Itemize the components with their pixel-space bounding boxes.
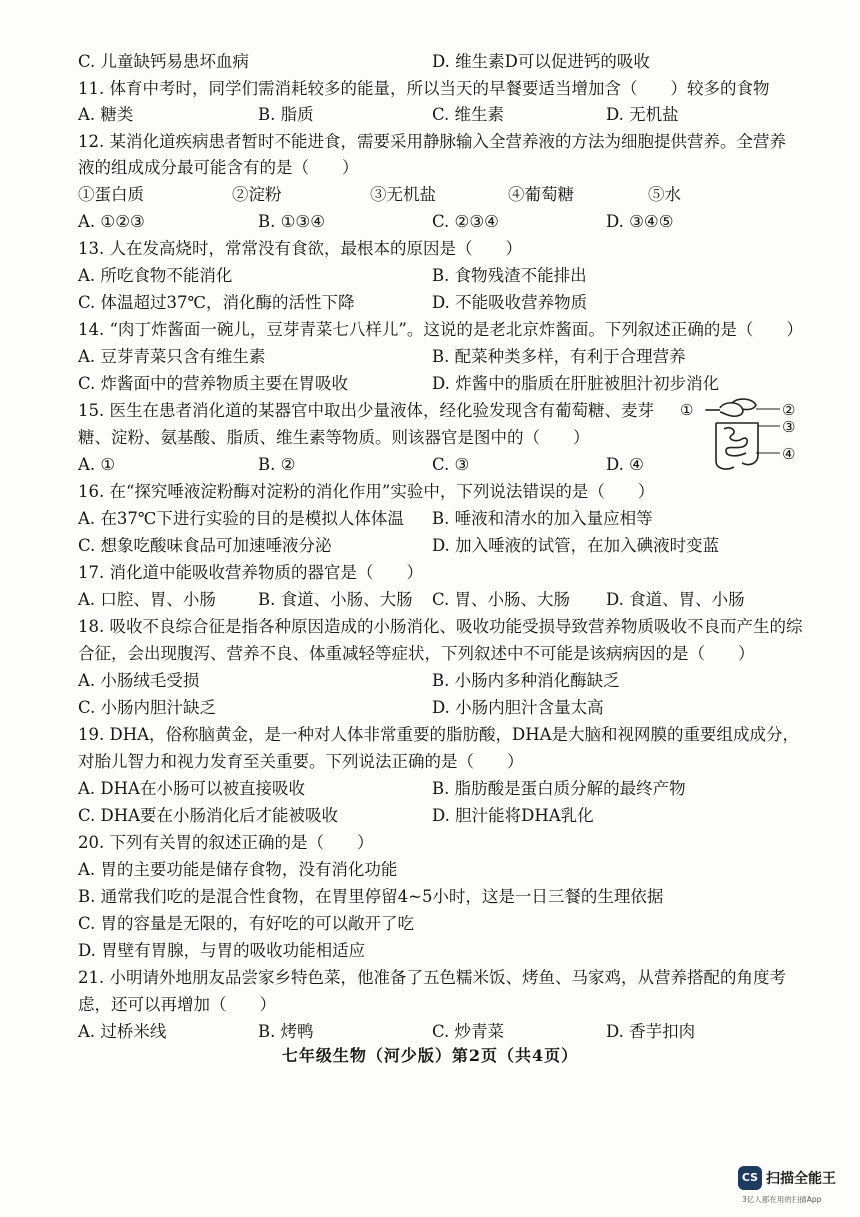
q15-option-d: D. ④ — [606, 455, 644, 474]
q18-option-d: D. 小肠内胆汁含量太高 — [432, 698, 604, 717]
q12-item-5: ⑤水 — [648, 185, 681, 204]
scanner-logo-icon: CS — [738, 1166, 762, 1190]
digestive-tract-diagram — [676, 393, 826, 483]
q18-option-a: A. 小肠绒毛受损 — [78, 671, 200, 690]
q17-option-b: B. 食道、小肠、大肠 — [258, 590, 413, 609]
q19-option-b: B. 脂肪酸是蛋白质分解的最终产物 — [432, 779, 686, 798]
q19-option-c: C. DHA要在小肠消化后才能被吸收 — [78, 806, 339, 825]
scanner-slogan: 3亿人都在用的扫描App — [742, 1195, 822, 1204]
q18-stem-line2: 合征，会出现腹泻、营养不良、体重减轻等症状，下列叙述中不可能是该病病因的是（ ） — [78, 644, 755, 663]
q12-option-c: C. ②③④ — [432, 212, 499, 231]
q12-option-d: D. ③④⑤ — [606, 212, 674, 231]
q17-option-a: A. 口腔、胃、小肠 — [78, 590, 216, 609]
q18-stem-line1: 18. 吸收不良综合征是指各种原因造成的小肠消化、吸收功能受损导致营养物质吸收不良而产生的综 — [78, 617, 803, 636]
q14-option-c: C. 炸酱面中的营养物质主要在胃吸收 — [78, 374, 349, 393]
q15-option-c: C. ③ — [432, 455, 470, 474]
q13-option-c: C. 体温超过37℃，消化酶的活性下降 — [78, 293, 355, 312]
q20-option-b: B. 通常我们吃的是混合性食物，在胃里停留4~5小时，这是一日三餐的生理依据 — [78, 887, 664, 906]
q12-stem-line2: 液的组成成分最可能含有的是（ ） — [78, 158, 359, 177]
scanner-app-name: 扫描全能王 — [766, 1171, 836, 1187]
q13-option-a: A. 所吃食物不能消化 — [78, 266, 233, 285]
q17-option-d: D. 食道、胃、小肠 — [606, 590, 745, 609]
diagram-label-1: ① — [680, 401, 694, 419]
scanner-watermark — [738, 1166, 856, 1214]
q21-option-b: B. 烤鸭 — [258, 1022, 314, 1041]
q21-option-a: A. 过桥米线 — [78, 1022, 167, 1041]
q11-stem: 11. 体育中考时，同学们需消耗较多的能量，所以当天的早餐要适当增加含（ ）较多的食物 — [78, 79, 770, 98]
diagram-label-2: ② — [782, 401, 796, 419]
stomach-shape — [720, 403, 743, 416]
q21-option-c: C. 炒青菜 — [432, 1022, 505, 1041]
large-intestine-shape — [716, 423, 758, 469]
q21-option-d: D. 香芋扣肉 — [606, 1022, 696, 1041]
q10-option-d: D. 维生素D可以促进钙的吸收 — [432, 52, 650, 71]
q13-option-b: B. 食物残渣不能排出 — [432, 266, 587, 285]
q19-option-a: A. DHA在小肠可以被直接吸收 — [78, 779, 305, 798]
q20-stem: 20. 下列有关胃的叙述正确的是（ ） — [78, 833, 374, 852]
q12-item-2: ②淀粉 — [232, 185, 282, 204]
q16-option-b: B. 唾液和清水的加入量应相等 — [432, 509, 653, 528]
q13-stem: 13. 人在发高烧时，常常没有食欲，最根本的原因是（ ） — [78, 239, 522, 258]
q15-option-a: A. ① — [78, 455, 116, 474]
q16-option-d: D. 加入唾液的试管，在加入碘液时变蓝 — [432, 536, 720, 555]
q19-stem-line2: 对胎儿智力和视力发育至关重要。下列说法正确的是（ ） — [78, 752, 524, 771]
small-intestine-shape — [724, 428, 747, 456]
q18-option-c: C. 小肠内胆汁缺乏 — [78, 698, 217, 717]
q17-stem: 17. 消化道中能吸收营养物质的器官是（ ） — [78, 563, 423, 582]
q20-option-c: C. 胃的容量是无限的，有好吃的可以敞开了吃 — [78, 914, 415, 933]
q21-stem-line1: 21. 小明请外地朋友品尝家乡特色菜，他准备了五色糯米饭、烤鱼、马家鸡，从营养搭配的角度考 — [78, 968, 786, 987]
q15-stem-line1: 15. 医生在患者消化道的某器官中取出少量液体，经化验发现含有葡萄糖、麦芽 — [78, 401, 654, 420]
q14-stem: 14. “肉丁炸酱面一碗儿，豆芽青菜七八样儿”。这说的是老北京炸酱面。下列叙述正确的是（ ） — [78, 320, 803, 339]
q16-stem: 16. 在“探究唾液淀粉酶对淀粉的消化作用”实验中，下列说法错误的是（ ） — [78, 482, 655, 501]
q15-stem-line2: 糖、淀粉、氨基酸、脂质、维生素等物质。则该器官是图中的（ ） — [78, 428, 590, 447]
q11-option-b: B. 脂质 — [258, 105, 314, 124]
q19-stem-line1: 19. DHA，俗称脑黄金，是一种对人体非常重要的脂肪酸，DHA是大脑和视网膜的重要组成成分， — [78, 725, 800, 744]
liver-shape — [732, 399, 756, 409]
q19-option-d: D. 胆汁能将DHA乳化 — [432, 806, 594, 825]
q20-option-d: D. 胃壁有胃腺，与胃的吸收功能相适应 — [78, 941, 366, 960]
q12-stem-line1: 12. 某消化道疾病患者暂时不能进食，需要采用静脉输入全营养液的方法为细胞提供营养。全营养 — [78, 132, 786, 151]
q18-option-b: B. 小肠内多种消化酶缺乏 — [432, 671, 620, 690]
q20-option-a: A. 胃的主要功能是储存食物，没有消化功能 — [78, 860, 398, 879]
q12-option-a: A. ①②③ — [78, 212, 145, 231]
q14-option-d: D. 炸酱中的脂质在肝脏被胆汁初步消化 — [432, 374, 720, 393]
q11-option-a: A. 糖类 — [78, 105, 134, 124]
page-footer: 七年级生物（河少版）第2页（共4页） — [281, 1046, 579, 1065]
q14-option-b: B. 配菜种类多样，有利于合理营养 — [432, 347, 686, 366]
diagram-label-3: ③ — [782, 418, 796, 436]
q12-item-4: ④葡萄糖 — [508, 185, 574, 204]
q15-option-b: B. ② — [258, 455, 296, 474]
q21-stem-line2: 虑，还可以再增加（ ） — [78, 995, 276, 1014]
q12-item-3: ③无机盐 — [370, 185, 436, 204]
q12-item-1: ①蛋白质 — [78, 185, 144, 204]
q11-option-c: C. 维生素 — [432, 105, 505, 124]
q14-option-a: A. 豆芽青菜只含有维生素 — [78, 347, 266, 366]
q16-option-c: C. 想象吃酸味食品可加速唾液分泌 — [78, 536, 332, 555]
q17-option-c: C. 胃、小肠、大肠 — [432, 590, 571, 609]
q12-option-b: B. ①③④ — [258, 212, 325, 231]
q13-option-d: D. 不能吸收营养物质 — [432, 293, 588, 312]
q16-option-a: A. 在37℃下进行实验的目的是模拟人体体温 — [78, 509, 404, 528]
diagram-label-4: ④ — [782, 445, 796, 463]
q11-option-d: D. 无机盐 — [606, 105, 679, 124]
q10-option-c: C. 儿童缺钙易患坏血病 — [78, 52, 250, 71]
